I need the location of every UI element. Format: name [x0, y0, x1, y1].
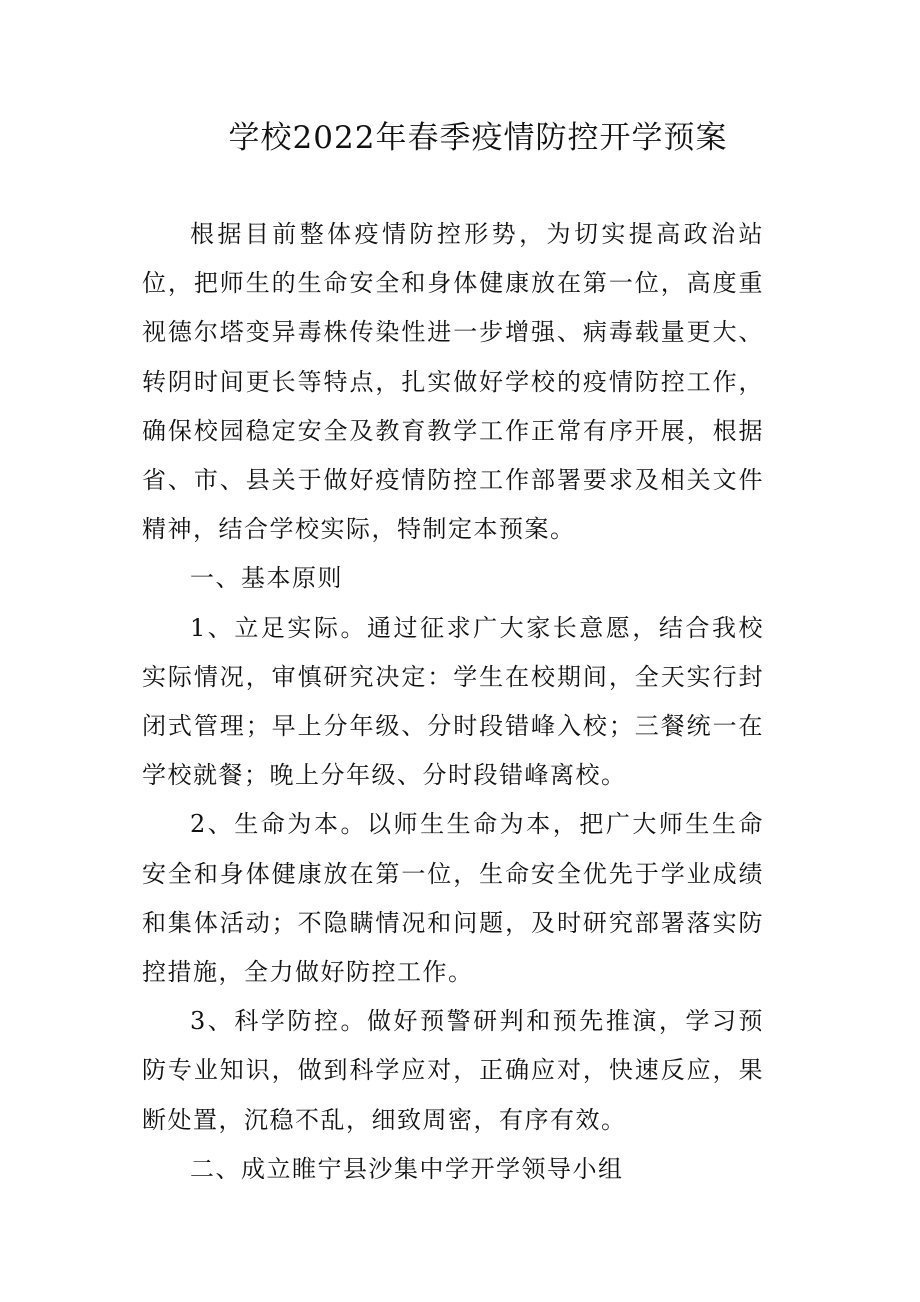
document-title: 学校2022年春季疫情防控开学预案: [228, 120, 728, 156]
section-heading-basic-principles: 一、基本原则: [190, 564, 343, 593]
principle-2-paragraph: 2、生命为本。以师生生命为本，把广大师生生命安全和身体健康放在第一位，生命安全优先于学业成绩和集体活动；不隐瞒情况和问题，及时研究部署落实防控措施，全力做好防控工作。: [142, 810, 764, 987]
principle-3-paragraph: 3、科学防控。做好预警研判和预先推演，学习预防专业知识，做到科学应对，正确应对，快速反应，果断处置，沉稳不乱，细致周密，有序有效。: [142, 1007, 764, 1134]
document-body: [142, 210, 764, 1194]
intro-paragraph: 根据目前整体疫情防控形势，为切实提高政治站位，把师生的生命安全和身体健康放在第一位，高度重视德尔塔变异毒株传染性进一步增强、病毒载量更大、转阴时间更长等特点，扎实做好学校的疫情防控工作，确保校园稳定安全及教育教学工作正常有序开展，根据省、市、县关于做好疫情防控工作部署要求及相关文件精神，结合学校实际，特制定本预案。: [142, 220, 764, 544]
principle-1-paragraph: 1、立足实际。通过征求广大家长意愿，结合我校实际情况，审慎研究决定：学生在校期间，全天实行封闭式管理；早上分年级、分时段错峰入校；三餐统一在学校就餐；晚上分年级、分时段错峰离校。: [142, 613, 764, 790]
section-heading-leadership-group: 二、成立睢宁县沙集中学开学领导小组: [190, 1154, 624, 1183]
